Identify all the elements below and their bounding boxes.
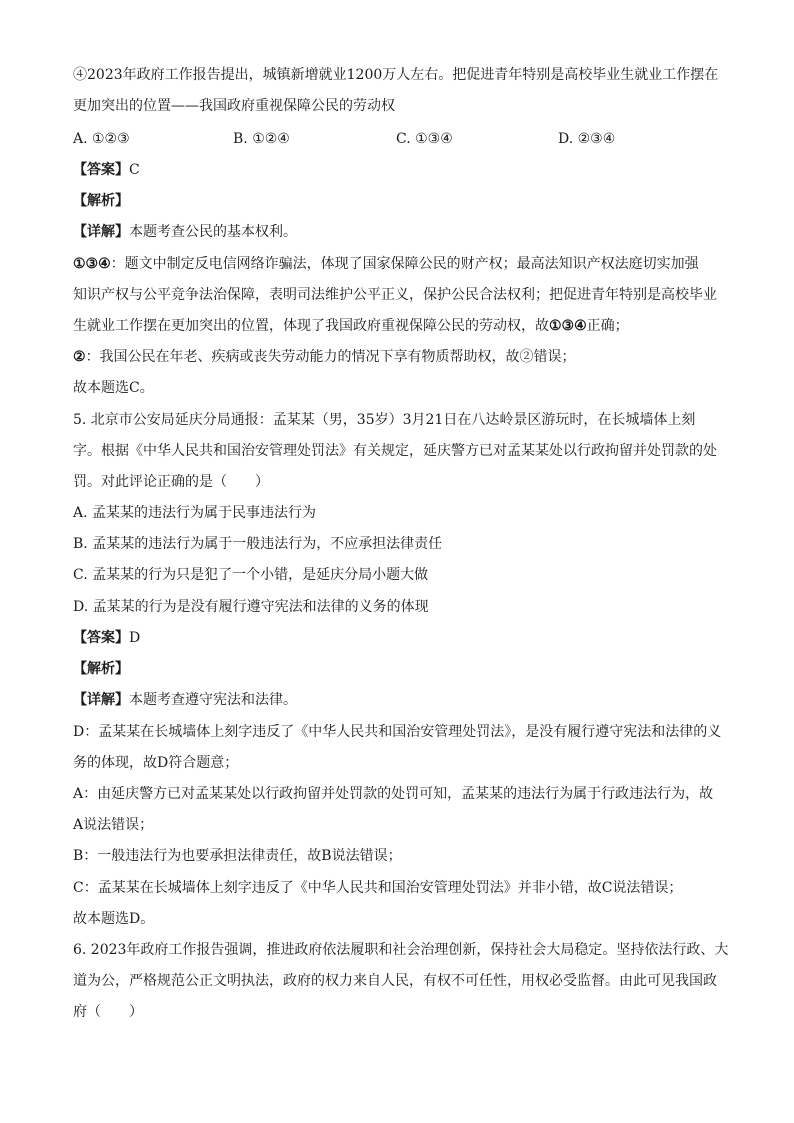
- q5-explain-d-line2: 务的体现，故D符合题意；: [73, 755, 239, 771]
- q4-option-d: D. ②③④: [558, 131, 616, 147]
- answer-label: 【答案】: [73, 162, 129, 178]
- q5-detail: [73, 690, 297, 710]
- q4-detail: [73, 222, 297, 242]
- q5-option-c: C. 孟某某的行为只是犯了一个小错，是延庆分局小题大做: [73, 567, 429, 583]
- q5-option-d: D. 孟某某的行为是没有履行遵守宪法和法律的义务的体现: [73, 599, 429, 615]
- q4-option-b: B. ①②④: [233, 131, 290, 147]
- q4-analysis-label: 【解析】: [73, 193, 129, 209]
- q6-stem-line2: 道为公，严格规范公正文明执法，政府的权力来自人民，有权不可任性，用权必受监督。由此可见我国政: [73, 973, 717, 989]
- q4-answer: [73, 160, 140, 180]
- q5-option-a: A. 孟某某的违法行为属于民事违法行为: [73, 505, 317, 521]
- detail-label: 【详解】: [73, 224, 129, 240]
- q4-statement-4-line1: ④2023年政府工作报告提出，城镇新增就业1200万人左右。把促进青年特别是高校毕业生就业工作摆在: [73, 67, 719, 83]
- q5-stem-line2: 字。根据《中华人民共和国治安管理处罚法》有关规定，延庆警方已对孟某某处以行政拘留并处罚款的处: [73, 443, 717, 459]
- answer-label: 【答案】: [73, 630, 129, 646]
- q5-explain-b: B：一般违法行为也要承担法律责任，故B说法错误；: [73, 848, 402, 864]
- explain-text: 生就业工作摆在更加突出的位置，体现了我国政府重视保障公民的劳动权，故: [73, 318, 549, 334]
- q6-stem-line1: 6. 2023年政府工作报告强调，推进政府依法履职和社会治理创新，保持社会大局稳定。坚持依法行政、大: [73, 942, 729, 958]
- detail-text: 本题考查公民的基本权利。: [129, 224, 297, 240]
- q5-option-b: B. 孟某某的违法行为属于一般违法行为，不应承担法律责任: [73, 536, 443, 552]
- q5-conclusion: 故本题选D。: [73, 911, 155, 927]
- q4-explain-2: [73, 347, 576, 367]
- q5-explain-a-line1: A：由延庆警方已对孟某某处以行政拘留并处罚款的处罚可知，孟某某的违法行为属于行政违法行为，故: [73, 786, 714, 802]
- q5-analysis-label: 【解析】: [73, 661, 129, 677]
- q4-statement-4-line2: 更加突出的位置——我国政府重视保障公民的劳动权: [73, 98, 395, 114]
- q4-explain-1-line1: [73, 254, 699, 274]
- statement-ref: ①③④: [549, 318, 587, 334]
- q5-stem-line3: 罚。对此评论正确的是（ ）: [73, 474, 269, 490]
- statement-ref: ②: [73, 349, 86, 365]
- q4-explain-1-line2: 知识产权与公平竞争法治保障，表明司法维护公平正义，保护公民合法权利；把促进青年特别是高校毕业: [73, 287, 717, 303]
- detail-text: 本题考查遵守宪法和法律。: [129, 692, 297, 708]
- detail-label: 【详解】: [73, 692, 129, 708]
- q6-stem-line3: 府（ ）: [73, 1004, 143, 1020]
- answer-value: C: [129, 162, 140, 178]
- q4-option-a: A. ①②③: [73, 131, 130, 147]
- statement-ref: ①③④: [73, 256, 111, 272]
- explain-text: ：题文中制定反电信网络诈骗法，体现了国家保障公民的财产权；最高法知识产权法庭切实加强: [110, 256, 699, 272]
- q5-stem-line1: 5. 北京市公安局延庆分局通报：孟某某（男，35岁）3月21日在八达岭景区游玩时，在长城墙体上刻: [73, 412, 696, 428]
- explain-text: 正确；: [586, 318, 629, 334]
- q5-answer: [73, 628, 140, 648]
- q4-explain-1-line3: [73, 316, 629, 336]
- q4-conclusion: 故本题选C。: [73, 380, 154, 396]
- q5-explain-d-line1: D：孟某某在长城墙体上刻字违反了《中华人民共和国治安管理处罚法》，是没有履行遵守宪法和法律的义: [73, 724, 722, 740]
- answer-value: D: [129, 630, 141, 646]
- explain-text: ：我国公民在年老、疾病或丧失劳动能力的情况下享有物质帮助权，故②错误；: [85, 349, 576, 365]
- q5-explain-c: C：孟某某在长城墙体上刻字违反了《中华人民共和国治安管理处罚法》并非小错，故C说法错误；: [73, 880, 683, 896]
- q5-explain-a-line2: A说法错误；: [73, 817, 154, 833]
- q4-option-c: C. ①③④: [396, 131, 453, 147]
